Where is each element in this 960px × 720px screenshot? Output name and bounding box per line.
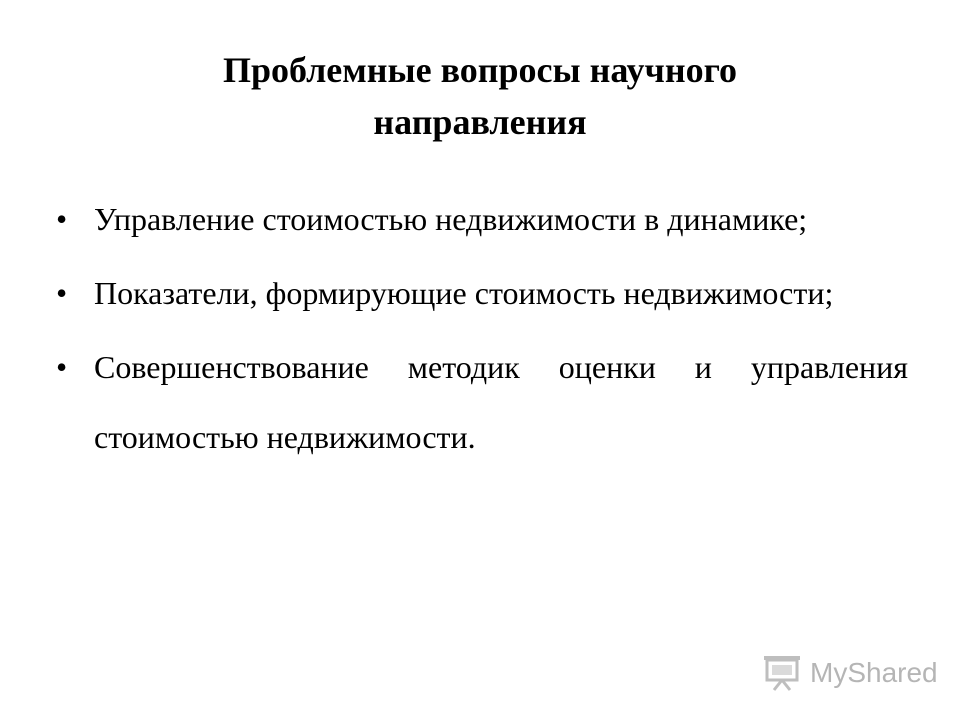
watermark-text: MyShared xyxy=(810,657,938,688)
bullet-marker: • xyxy=(56,275,68,311)
slide-title-line-2: направления xyxy=(373,102,587,142)
bullet-item xyxy=(56,258,908,328)
bullet-text: Совершенствование методик оценки и управления стоимостью недвижимости. xyxy=(94,349,908,455)
bullet-marker: • xyxy=(56,349,68,385)
bullet-item xyxy=(56,184,908,254)
projector-screen-icon xyxy=(762,654,802,692)
bullet-marker: • xyxy=(56,201,68,237)
bullet-list xyxy=(56,184,908,476)
slide-title-line-1: Проблемные вопросы научного xyxy=(222,50,738,90)
slide-title xyxy=(100,44,860,148)
watermark-logo xyxy=(762,652,938,694)
bullet-text: Показатели, формирующие стоимость недвижимости; xyxy=(94,275,834,311)
bullet-text: Управление стоимостью недвижимости в динамике; xyxy=(94,201,808,237)
bullet-item xyxy=(56,332,908,472)
